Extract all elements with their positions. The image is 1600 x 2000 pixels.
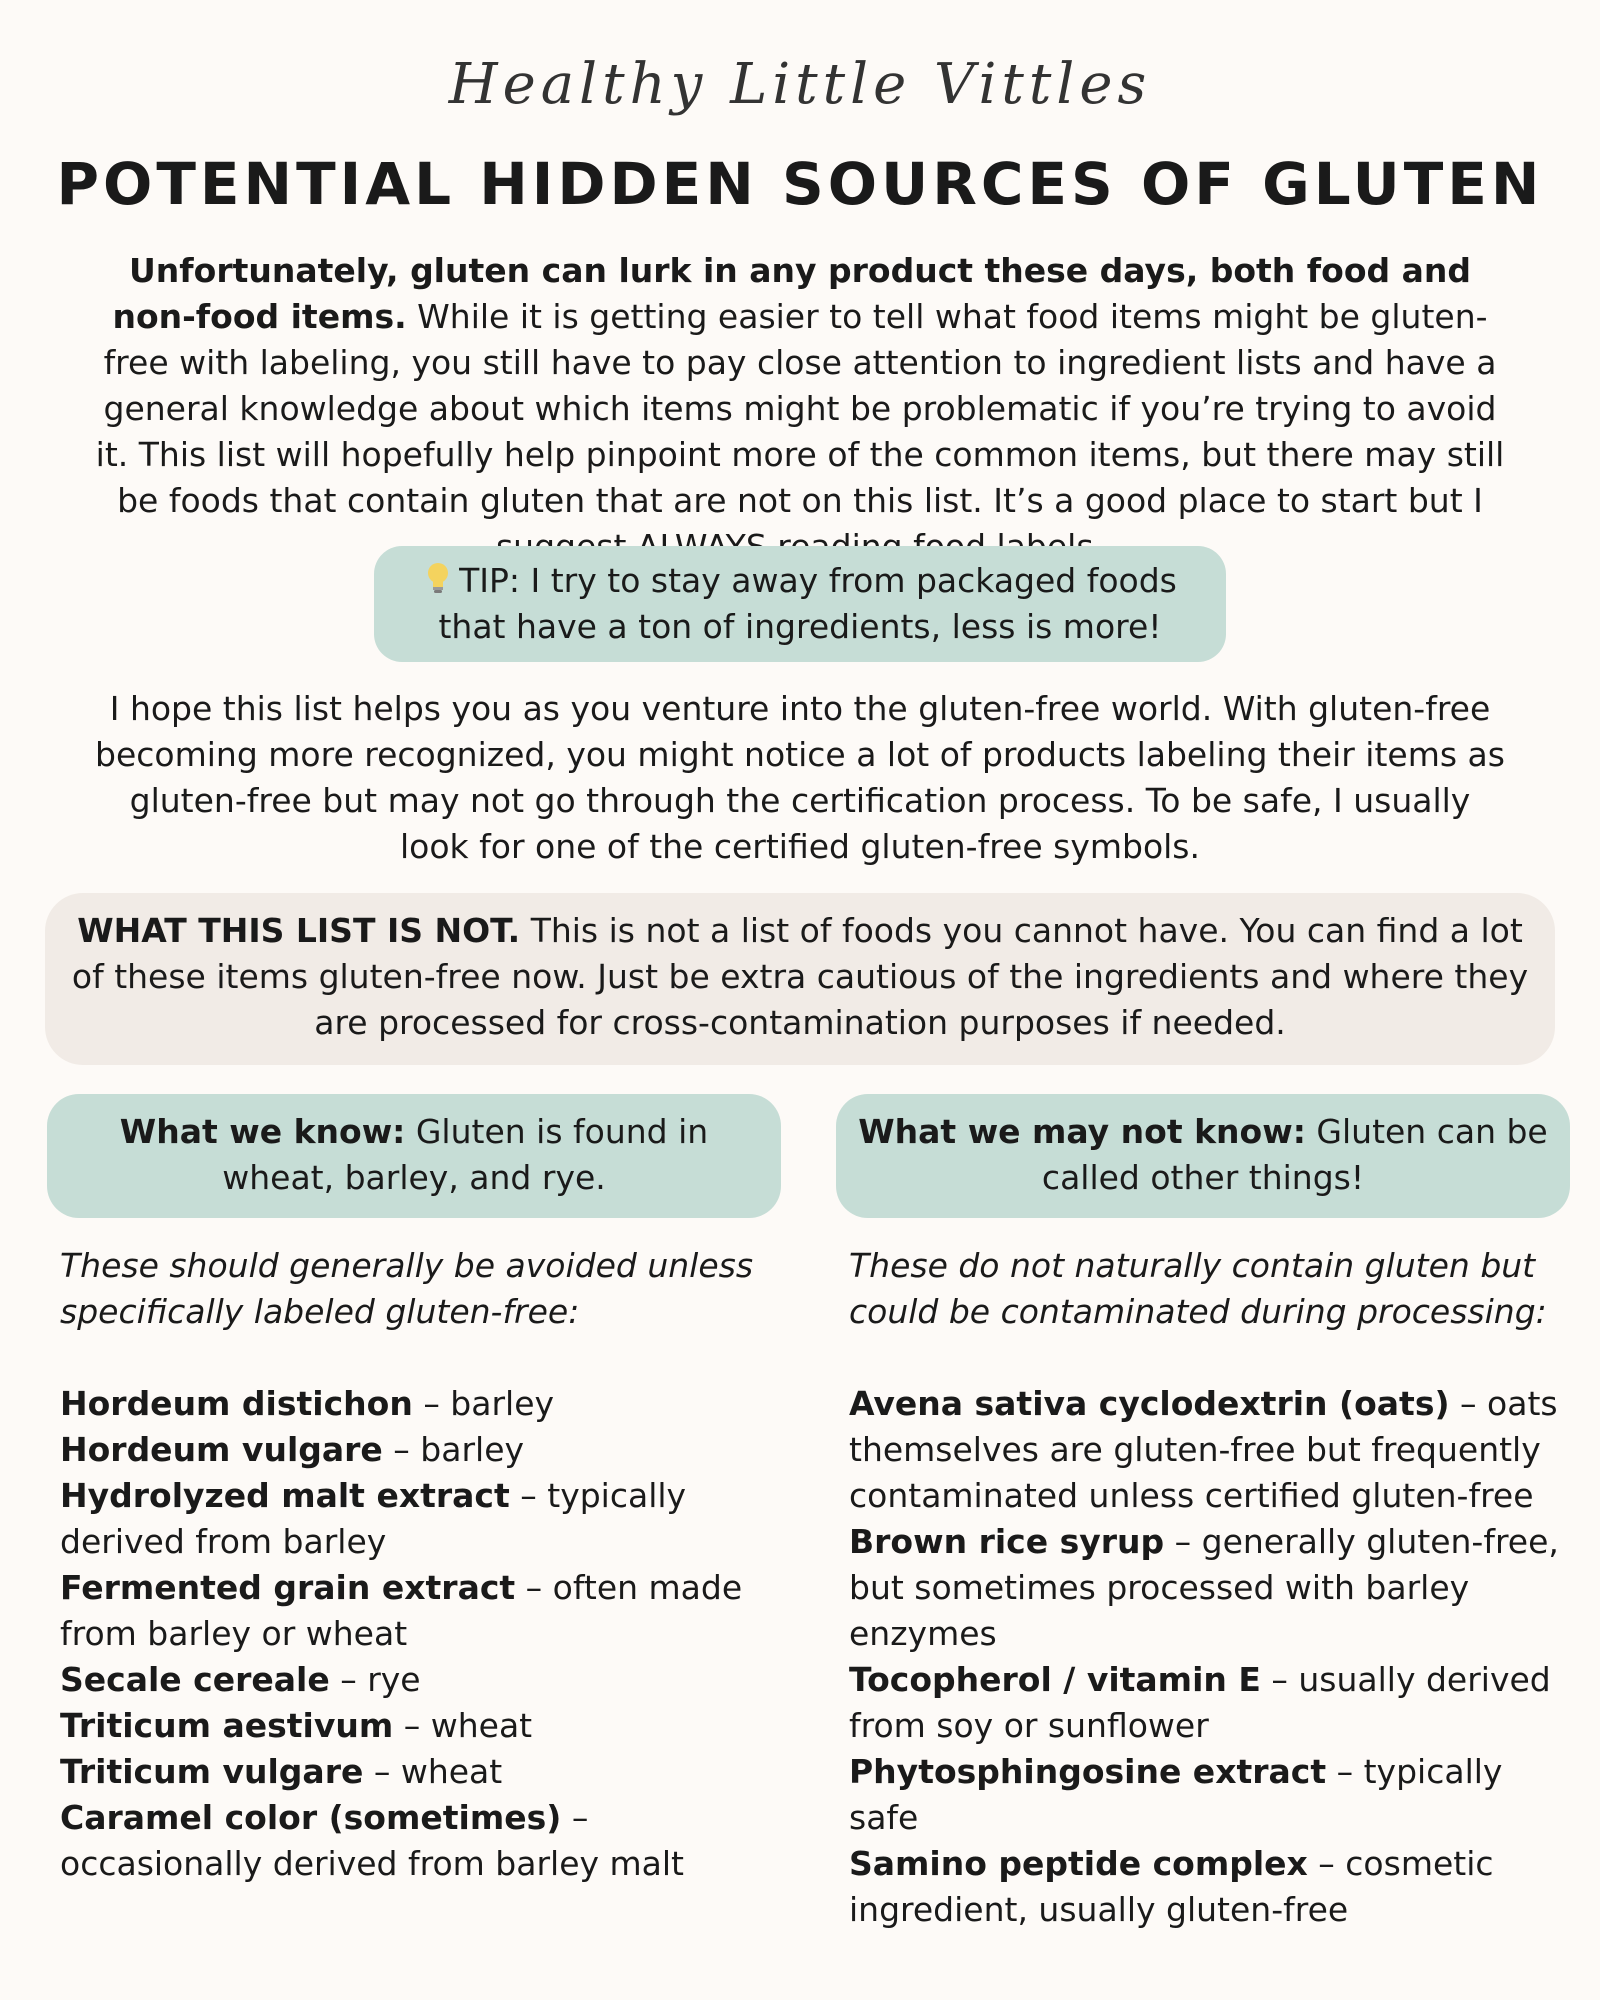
list-item bbox=[849, 1657, 1569, 1749]
item-desc: – barley bbox=[382, 1430, 525, 1469]
item-desc: – wheat bbox=[363, 1752, 503, 1791]
not-box-bold: WHAT THIS LIST IS NOT. bbox=[77, 911, 521, 950]
list-item bbox=[60, 1565, 780, 1657]
right-header-text: Gluten can be called other things! bbox=[1041, 1112, 1548, 1197]
item-term: Caramel color (sometimes) bbox=[60, 1798, 562, 1837]
list-item bbox=[60, 1657, 780, 1703]
list-item bbox=[849, 1381, 1569, 1519]
item-desc: – typically derived from barley bbox=[60, 1476, 687, 1561]
item-desc: – often made from barley or wheat bbox=[60, 1568, 743, 1653]
left-header-text: Gluten is found in wheat, barley, and rye. bbox=[222, 1112, 709, 1197]
item-desc: – rye bbox=[329, 1660, 421, 1699]
list-item bbox=[60, 1427, 780, 1473]
item-term: Fermented grain extract bbox=[60, 1568, 516, 1607]
item-desc: – usually derived from soy or sunflower bbox=[849, 1660, 1551, 1745]
list-item bbox=[60, 1473, 780, 1565]
left-column bbox=[60, 1243, 780, 1887]
list-item bbox=[60, 1703, 780, 1749]
left-column-header bbox=[47, 1094, 781, 1218]
page-title: POTENTIAL HIDDEN SOURCES OF GLUTEN bbox=[56, 150, 1544, 218]
list-item bbox=[849, 1519, 1569, 1657]
list-item bbox=[60, 1749, 780, 1795]
not-box-text: This is not a list of foods you cannot have. You can find a lot of these items gluten-free now. Just be extra cautious of the ingredients and where they are processed for cross-contamination purposes if needed. bbox=[71, 911, 1529, 1042]
list-item bbox=[849, 1749, 1569, 1841]
item-term: Tocopherol / vitamin E bbox=[849, 1660, 1261, 1699]
hope-paragraph: I hope this list helps you as you venture into the gluten-free world. With gluten-free becoming more recognized, you might notice a lot of products labeling their items as gluten-free but may not go through the certification process. To be safe, I usually look for one of the certified gluten-free symbols. bbox=[95, 689, 1505, 866]
not-box bbox=[45, 893, 1555, 1065]
item-desc: – wheat bbox=[393, 1706, 533, 1745]
left-subtitle: These should generally be avoided unless specifically labeled gluten-free: bbox=[60, 1246, 754, 1331]
item-term: Samino peptide complex bbox=[849, 1844, 1308, 1883]
item-term: Phytosphingosine extract bbox=[849, 1752, 1327, 1791]
item-term: Hordeum distichon bbox=[60, 1384, 413, 1423]
item-desc: – oats themselves are gluten-free but frequently contaminated unless certified gluten-free bbox=[849, 1384, 1558, 1515]
list-item bbox=[60, 1381, 780, 1427]
tip-text: TIP: I try to stay away from packaged foods that have a ton of ingredients, less is more! bbox=[438, 561, 1177, 646]
item-desc: – occasionally derived from barley malt bbox=[60, 1798, 684, 1883]
intro-text: While it is getting easier to tell what food items might be gluten-free with labeling, you still have to pay close attention to ingredient lists and have a general knowledge about which items might be problematic if you’re trying to avoid it. This list will hopefully help pinpoint more of the common items, but there may still be foods that contain gluten that are not on this list. It’s a good place to start but I bbox=[95, 297, 1505, 520]
left-header-bold: What we know: bbox=[119, 1112, 406, 1151]
right-subtitle: These do not naturally contain gluten but could be contaminated during processing: bbox=[849, 1246, 1547, 1331]
right-column bbox=[849, 1243, 1569, 1933]
item-desc: – generally gluten-free, but sometimes processed with barley enzymes bbox=[849, 1522, 1559, 1653]
tip-box bbox=[374, 546, 1226, 662]
brand-logo: Healthy Little Vittles bbox=[448, 52, 1152, 117]
item-term: Secale cereale bbox=[60, 1660, 330, 1699]
intro-bold: Unfortunately, gluten can lurk in any product these days, both food and non-food items. bbox=[112, 251, 1471, 336]
list-item bbox=[60, 1795, 780, 1887]
intro-paragraph bbox=[95, 248, 1505, 570]
lightbulb-icon bbox=[423, 560, 453, 596]
item-desc: – typically safe bbox=[849, 1752, 1503, 1837]
item-desc: – barley bbox=[412, 1384, 555, 1423]
list-item bbox=[849, 1841, 1569, 1933]
right-header-bold: What we may not know: bbox=[858, 1112, 1306, 1151]
item-term: Avena sativa cyclodextrin (oats) bbox=[849, 1384, 1450, 1423]
item-term: Brown rice syrup bbox=[849, 1522, 1165, 1561]
item-term: Hordeum vulgare bbox=[60, 1430, 383, 1469]
right-column-header bbox=[836, 1094, 1570, 1218]
item-term: Hydrolyzed malt extract bbox=[60, 1476, 510, 1515]
item-desc: – cosmetic ingredient, usually gluten-free bbox=[849, 1844, 1494, 1929]
item-term: Triticum vulgare bbox=[60, 1752, 364, 1791]
item-term: Triticum aestivum bbox=[60, 1706, 394, 1745]
